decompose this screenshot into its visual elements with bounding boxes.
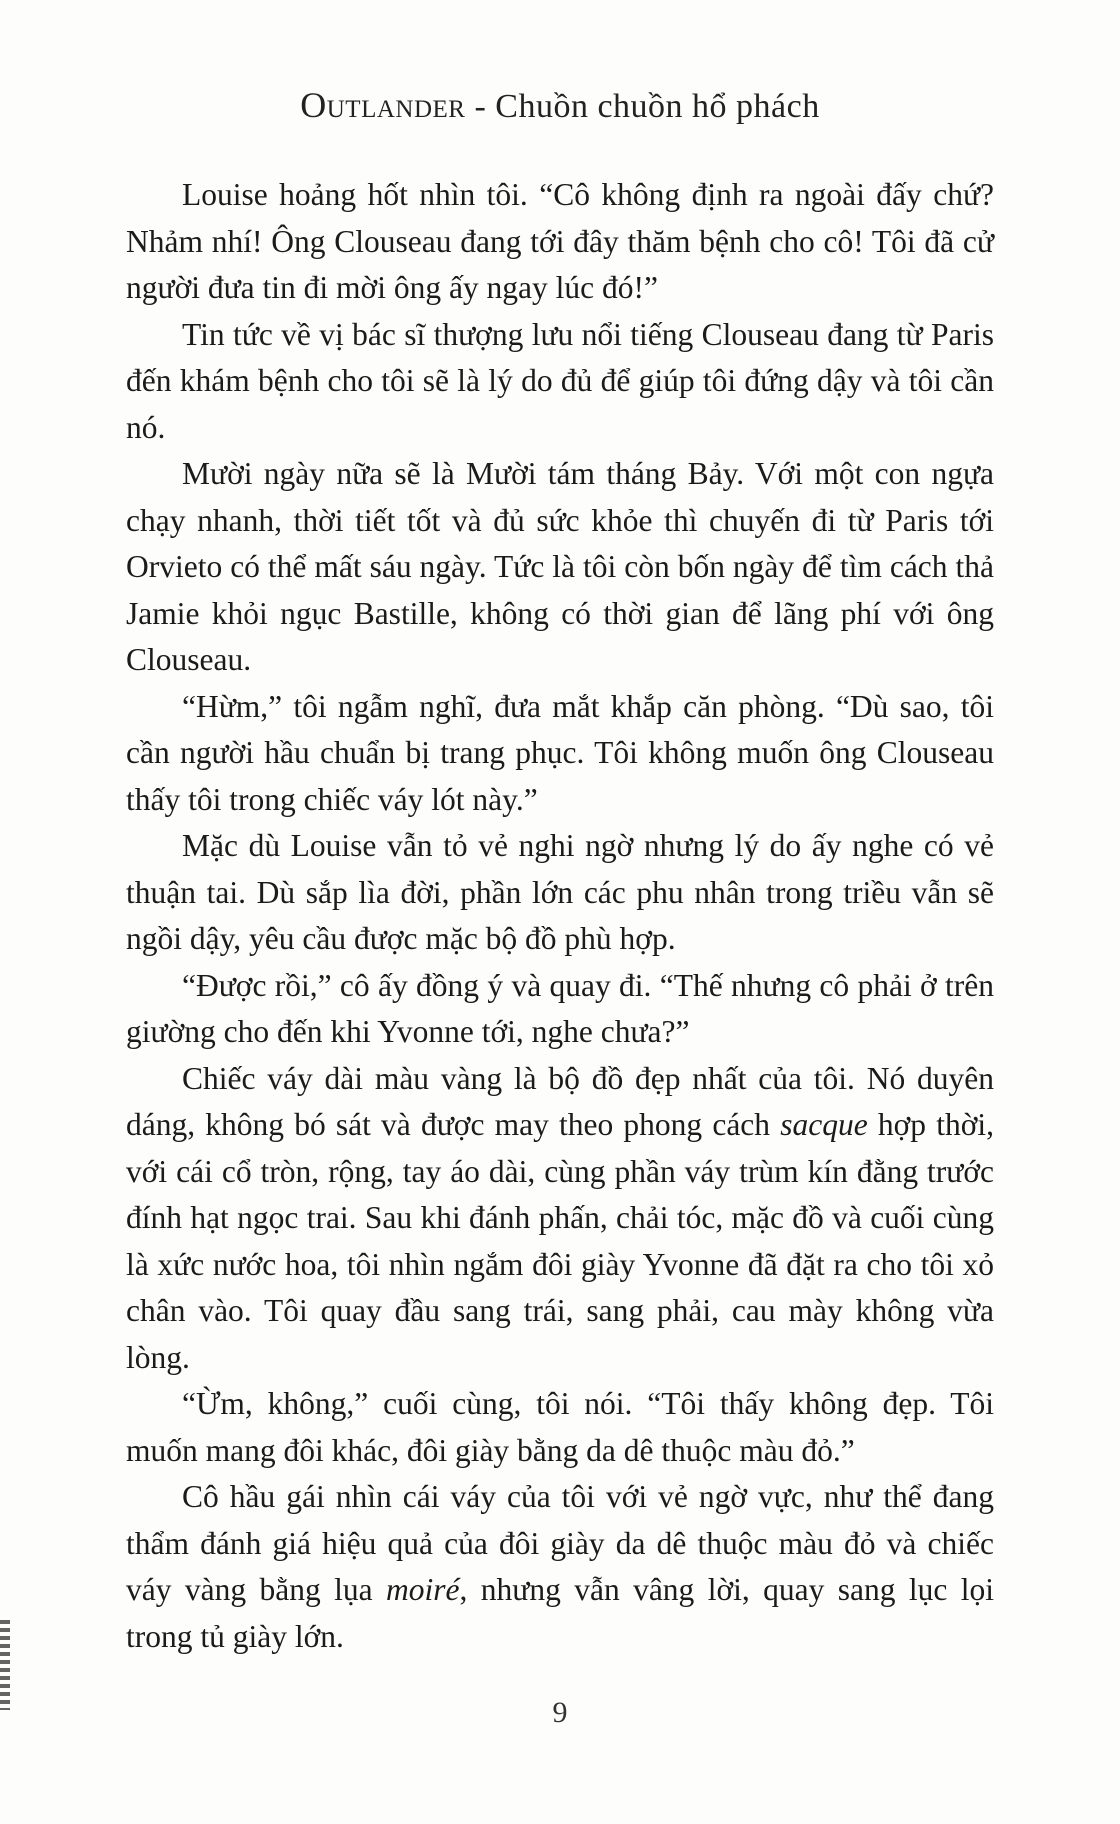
paragraph: “Ừm, không,” cuối cùng, tôi nói. “Tôi thấy không đẹp. Tôi muốn mang đôi khác, đôi giày bằng da dê thuộc màu đỏ.” (126, 1386, 994, 1468)
running-header (0, 84, 1120, 126)
paragraph-text: , nhưng vẫn vâng lời, quay sang lục lọi trong tủ giày lớn. (126, 1572, 994, 1654)
paragraph: Louise hoảng hốt nhìn tôi. “Cô không định ra ngoài đấy chứ? Nhảm nhí! Ông Clouseau đang tới đây thăm bệnh cho cô! Tôi đã cử người đưa tin đi mời ông ấy ngay lúc đó!” (126, 177, 994, 305)
page-number: 9 (552, 1696, 568, 1729)
paragraph: Tin tức về vị bác sĩ thượng lưu nổi tiếng Clouseau đang từ Paris đến khám bệnh cho tôi sẽ là lý do đủ để giúp tôi đứng dậy và tôi cần nó. (126, 316, 994, 445)
header-separator: - (465, 88, 496, 125)
paragraph: Mặc dù Louise vẫn tỏ vẻ nghi ngờ nhưng lý do ấy nghe có vẻ thuận tai. Dù sắp lìa đời, phần lớn các phu nhân trong triều vẫn sẽ ngồi dậy, yêu cầu được mặc bộ đồ phù hợp. (126, 828, 994, 956)
page-edge-mark (0, 1620, 10, 1710)
paragraph: Mười ngày nữa sẽ là Mười tám tháng Bảy. Với một con ngựa chạy nhanh, thời tiết tốt và đủ sức khỏe thì chuyến đi từ Paris tới Orvieto có thể mất sáu ngày. Tức là tôi còn bốn ngày để tìm cách thả Jamie khỏi ngục Bastille, không có thời gian để lãng phí với ông Clouseau. (126, 456, 994, 677)
paragraph-text: Cô hầu gái nhìn cái váy của tôi với vẻ ngờ vực, như thể đang thẩm đánh giá hiệu quả của đôi giày da dê thuộc màu đỏ và chiếc váy vàng bằng lụa (126, 1479, 994, 1607)
paragraph: “Được rồi,” cô ấy đồng ý và quay đi. “Thế nhưng cô phải ở trên giường cho đến khi Yvonne tới, nghe chưa?” (126, 967, 994, 1049)
paragraph-text: Chiếc váy dài màu vàng là bộ đồ đẹp nhất của tôi. Nó duyên dáng, không bó sát và được may theo phong cách (126, 1060, 994, 1142)
book-title: Chuồn chuồn hổ phách (495, 88, 820, 125)
series-title: Outlander (300, 85, 466, 125)
paragraph (126, 1474, 994, 1660)
paragraph (126, 1056, 994, 1382)
paragraph: “Hừm,” tôi ngẫm nghĩ, đưa mắt khắp căn phòng. “Dù sao, tôi cần người hầu chuẩn bị trang phục. Tôi không muốn ông Clouseau thấy tôi trong chiếc váy lót này.” (126, 688, 994, 817)
italic-term: sacque (780, 1107, 868, 1142)
body-text (126, 172, 994, 1660)
paragraph-text: hợp thời, với cái cổ tròn, rộng, tay áo dài, cùng phần váy trùm kín đằng trước đính hạt ngọc trai. Sau khi đánh phấn, chải tóc, mặc đồ và cuối cùng là xức nước hoa, tôi nhìn ngắm đôi giày Yvonne đã đặt ra cho tôi xỏ chân vào. Tôi quay đầu sang trái, sang phải, cau mày không vừa lòng. (126, 1107, 994, 1375)
italic-term: moiré (385, 1572, 460, 1607)
